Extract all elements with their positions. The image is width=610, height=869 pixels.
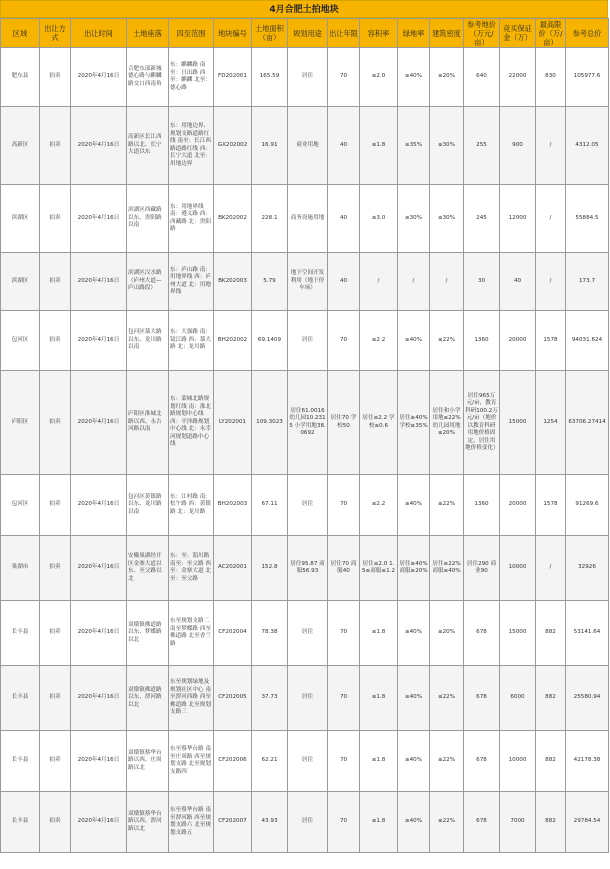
table-row xyxy=(1,475,609,536)
table-cell: 70 xyxy=(328,731,360,792)
table-cell: 55884.5 xyxy=(566,185,609,253)
table-cell: 东至蔡华台路 南至庄周路 西至规划支路 北至规划支路四 xyxy=(169,731,214,792)
table-cell: 居住≤2.2 学校≤0.6 xyxy=(360,371,398,475)
table-cell: ≥40% xyxy=(398,666,430,731)
table-cell: 2020年4月16日 xyxy=(71,185,127,253)
table-cell: 东：用地边界、规划支路道路红线 南至：长江西路道路红线 西：长宁大道 北至：用地边界 xyxy=(169,107,214,185)
table-row xyxy=(1,48,609,107)
table-cell: 70 xyxy=(328,48,360,107)
table-cell: 高新区 xyxy=(1,107,40,185)
table-cell: AC202001 xyxy=(214,536,252,601)
table-cell: 包河区 xyxy=(1,311,40,371)
table-cell: 6000 xyxy=(500,666,536,731)
table-cell: 拍卖 xyxy=(40,253,71,311)
table-cell: ≥40% xyxy=(398,311,430,371)
table-cell: 94031.624 xyxy=(566,311,609,371)
table-body xyxy=(1,48,609,853)
table-cell: 20000 xyxy=(500,311,536,371)
table-cell: 1254 xyxy=(536,371,566,475)
table-cell: 居住61.0016 幼儿园10.2315 小学用地38.0692 xyxy=(288,371,328,475)
table-cell: 40 xyxy=(328,107,360,185)
table-cell: 居住≤22% 商服≤40% xyxy=(430,536,464,601)
table-cell: 40 xyxy=(328,185,360,253)
table-cell: 拍卖 xyxy=(40,475,71,536)
table-cell: 10000 xyxy=(500,536,536,601)
table-cell: ≥40% xyxy=(398,475,430,536)
table-cell: 245 xyxy=(464,185,500,253)
table-cell: 东至蔡华台路 南至淠河路 西至规划支路六 北至规划支路五 xyxy=(169,792,214,853)
table-cell: ≤30% xyxy=(430,107,464,185)
table-cell: CF202004 xyxy=(214,601,252,666)
table-cell: ≤22% xyxy=(430,792,464,853)
table-cell: 29784.54 xyxy=(566,792,609,853)
table-cell: 庐阳区淮城北路以西、永吉河路以南 xyxy=(127,371,169,475)
table-cell: 900 xyxy=(500,107,536,185)
table-cell: 包河区黄镇路以东、龙川路以南 xyxy=(127,475,169,536)
table-cell: / xyxy=(536,536,566,601)
table-cell: 678 xyxy=(464,731,500,792)
table-cell: 678 xyxy=(464,601,500,666)
table-cell: 长丰县 xyxy=(1,666,40,731)
column-header: 四至范围 xyxy=(169,19,214,48)
column-header: 区域 xyxy=(1,19,40,48)
table-cell: 2020年4月16日 xyxy=(71,731,127,792)
table-cell: 拍卖 xyxy=(40,371,71,475)
table-cell: 东：至：湄川路 南至：至父路 西至：金寨大道 北至：至父路 xyxy=(169,536,214,601)
table-cell: 居住 xyxy=(288,601,328,666)
table-cell: 东：用地界线 南：遵义路 西：西藏路 北：贵阳路 xyxy=(169,185,214,253)
table-cell: 2020年4月16日 xyxy=(71,666,127,731)
table-cell: 巢湖市 xyxy=(1,536,40,601)
table-cell: 882 xyxy=(536,731,566,792)
table-row xyxy=(1,792,609,853)
table-cell: 拍卖 xyxy=(40,731,71,792)
table-cell: 70 xyxy=(328,792,360,853)
table-cell: ≤2.2 xyxy=(360,475,398,536)
table-cell: 1360 xyxy=(464,475,500,536)
table-cell: 43.93 xyxy=(252,792,288,853)
table-cell: 包河区 xyxy=(1,475,40,536)
table-cell: ≥40% xyxy=(398,601,430,666)
table-cell: BK202002 xyxy=(214,185,252,253)
table-cell: 70 xyxy=(328,601,360,666)
table-cell: 63706.27414 xyxy=(566,371,609,475)
table-cell: 70 xyxy=(328,311,360,371)
table-cell: ≥30% xyxy=(398,185,430,253)
table-cell: ≤20% xyxy=(430,601,464,666)
table-cell: ≤1.8 xyxy=(360,107,398,185)
table-cell: 67.11 xyxy=(252,475,288,536)
column-header: 参考地价（万元/亩） xyxy=(464,19,500,48)
table-cell: ≤1.8 xyxy=(360,792,398,853)
header-row xyxy=(1,19,609,48)
table-cell: ≥40% xyxy=(398,48,430,107)
table-cell: ≤22% xyxy=(430,475,464,536)
table-cell: ≤1.8 xyxy=(360,601,398,666)
table-cell: 东：麒麟路 南至：日出路 西至：麒麟 北至：德心路 xyxy=(169,48,214,107)
table-cell: 合肥东部新城德心路与麒麟路交口西南角 xyxy=(127,48,169,107)
table-cell: ≤2.0 xyxy=(360,48,398,107)
table-row xyxy=(1,536,609,601)
column-header: 绿地率 xyxy=(398,19,430,48)
table-cell: 69.1409 xyxy=(252,311,288,371)
table-cell: 拍卖 xyxy=(40,311,71,371)
table-cell: 东：庐山路 南：用地界线 西：庐州大道 北：用地界线 xyxy=(169,253,214,311)
table-cell: 双墩镇佛道路以东、梦蝶路以北 xyxy=(127,601,169,666)
table-cell: 肥东县 xyxy=(1,48,40,107)
table-cell: 2020年4月16日 xyxy=(71,601,127,666)
table-cell: LY202001 xyxy=(214,371,252,475)
table-cell: 7000 xyxy=(500,792,536,853)
table-cell: 拍卖 xyxy=(40,185,71,253)
table-cell: 居住 xyxy=(288,311,328,371)
column-header: 土地面积（亩） xyxy=(252,19,288,48)
table-cell: 2020年4月16日 xyxy=(71,311,127,371)
table-cell: 109.3023 xyxy=(252,371,288,475)
table-cell: 882 xyxy=(536,792,566,853)
column-header: 竞买保证金（万） xyxy=(500,19,536,48)
table-cell: 居住和小学用地≤22% 幼儿园用地≤20% xyxy=(430,371,464,475)
table-cell: 70 xyxy=(328,475,360,536)
table-cell: 居住965万元/亩，教育科研100.2万元/亩（地价以教育科研用地价格固定，居住用地价格变化） xyxy=(464,371,500,475)
table-row xyxy=(1,731,609,792)
table-cell: 东：大强路 南：镜江路 西：慕大路 北：龙川路 xyxy=(169,311,214,371)
table-cell: 居住95.87 商服56.93 xyxy=(288,536,328,601)
column-header: 出让方式 xyxy=(40,19,71,48)
land-table xyxy=(0,18,609,853)
table-cell: 105977.6 xyxy=(566,48,609,107)
table-cell: 1360 xyxy=(464,311,500,371)
table-cell: 678 xyxy=(464,792,500,853)
table-cell: 滨湖区西藏路以东、贵阳路以南 xyxy=(127,185,169,253)
table-cell: 东：江村路 南：松午路 西：黄镇路 北：龙川路 xyxy=(169,475,214,536)
column-header: 建筑密度 xyxy=(430,19,464,48)
table-cell: FD202001 xyxy=(214,48,252,107)
table-cell: ≥35% xyxy=(398,107,430,185)
table-cell: / xyxy=(398,253,430,311)
table-cell: 东至规划绿地及规划社区中心 南至淠河西路 西至佛道路 北至规划支路三 xyxy=(169,666,214,731)
table-cell: 42178.38 xyxy=(566,731,609,792)
table-cell: 830 xyxy=(536,48,566,107)
table-cell: 居住 xyxy=(288,48,328,107)
table-cell: ≤20% xyxy=(430,48,464,107)
table-cell: 2020年4月16日 xyxy=(71,475,127,536)
table-cell: 678 xyxy=(464,666,500,731)
table-cell: 91269.6 xyxy=(566,475,609,536)
table-cell: 长丰县 xyxy=(1,601,40,666)
table-cell: 228.1 xyxy=(252,185,288,253)
column-header: 地块编号 xyxy=(214,19,252,48)
table-cell: ≥40% xyxy=(398,792,430,853)
table-cell: 居住≥40% 学校≥35% xyxy=(398,371,430,475)
table-cell: 东：蒙城北路规划红线 南：淮北路规划中心线 西：平泽路规划中心线 北：永幸河规划道路中心线 xyxy=(169,371,214,475)
table-cell: 2020年4月16日 xyxy=(71,371,127,475)
table-cell: 32926 xyxy=(566,536,609,601)
table-cell: 37.73 xyxy=(252,666,288,731)
table-cell: 居住 xyxy=(288,475,328,536)
column-header: 规划用途 xyxy=(288,19,328,48)
table-cell: 长丰县 xyxy=(1,731,40,792)
table-cell: 拍卖 xyxy=(40,792,71,853)
column-header: 参考总价 xyxy=(566,19,609,48)
table-cell: 165.59 xyxy=(252,48,288,107)
table-cell: 居住 xyxy=(288,792,328,853)
table-cell: 滨湖区 xyxy=(1,185,40,253)
table-cell: 40 xyxy=(328,253,360,311)
table-cell: 2020年4月16日 xyxy=(71,792,127,853)
table-cell: 居住70 学校50 xyxy=(328,371,360,475)
table-cell: 70 xyxy=(328,666,360,731)
column-header: 出让年限 xyxy=(328,19,360,48)
table-cell: 双墩镇蔡华台路以西、淠河路以北 xyxy=(127,792,169,853)
table-cell: 173.7 xyxy=(566,253,609,311)
table-cell: 长丰县 xyxy=(1,792,40,853)
table-row xyxy=(1,253,609,311)
table-cell: 2020年4月16日 xyxy=(71,536,127,601)
table-cell: 双墩镇佛道路以东、淠河路以北 xyxy=(127,666,169,731)
table-cell: ≤22% xyxy=(430,311,464,371)
table-cell: ≤2.2 xyxy=(360,311,398,371)
table-cell: 包河区慕大路以东、龙川路以南 xyxy=(127,311,169,371)
table-cell: 高新区长江西路以北、长宁大道以东 xyxy=(127,107,169,185)
table-cell: GX202002 xyxy=(214,107,252,185)
table-cell: 拍卖 xyxy=(40,601,71,666)
table-cell: ≤22% xyxy=(430,666,464,731)
table-cell: BH202002 xyxy=(214,311,252,371)
table-cell: 拍卖 xyxy=(40,107,71,185)
table-cell: 庐阳区 xyxy=(1,371,40,475)
table-cell: 居住 xyxy=(288,666,328,731)
table-cell: 2020年4月16日 xyxy=(71,253,127,311)
table-cell: ≤1.8 xyxy=(360,666,398,731)
table-cell: / xyxy=(536,107,566,185)
table-cell: ≤3.0 xyxy=(360,185,398,253)
table-row xyxy=(1,185,609,253)
table-cell: 255 xyxy=(464,107,500,185)
table-row xyxy=(1,601,609,666)
table-cell: 拍卖 xyxy=(40,48,71,107)
table-row xyxy=(1,311,609,371)
table-cell: / xyxy=(360,253,398,311)
table-row xyxy=(1,371,609,475)
table-cell: CF202007 xyxy=(214,792,252,853)
table-cell: 居住≤2.0 1.5≤商服≤1.2 xyxy=(360,536,398,601)
table-cell: / xyxy=(536,253,566,311)
table-cell: 15000 xyxy=(500,601,536,666)
table-cell: 40 xyxy=(500,253,536,311)
table-cell: ≤1.8 xyxy=(360,731,398,792)
table-cell: 2020年4月16日 xyxy=(71,107,127,185)
table-cell: 双墩镇蔡华台路以西、庄周路以北 xyxy=(127,731,169,792)
table-cell: 居住≥40% 商服≥20% xyxy=(398,536,430,601)
table-cell: 安徽巢湖经开区金寨大道以东、至父路以北 xyxy=(127,536,169,601)
table-cell: 15000 xyxy=(500,371,536,475)
table-cell: 16.91 xyxy=(252,107,288,185)
table-cell: 22000 xyxy=(500,48,536,107)
table-cell: CF202005 xyxy=(214,666,252,731)
table-cell: 62.21 xyxy=(252,731,288,792)
table-cell: 居住70 商服40 xyxy=(328,536,360,601)
table-cell: BK202003 xyxy=(214,253,252,311)
table-cell: 78.38 xyxy=(252,601,288,666)
table-cell: ≤22% xyxy=(430,731,464,792)
table-cell: 拍卖 xyxy=(40,666,71,731)
table-cell: 640 xyxy=(464,48,500,107)
table-cell: 5.79 xyxy=(252,253,288,311)
table-cell: / xyxy=(536,185,566,253)
table-cell: 滨湖区汉水路（庐州大道—庐山路段） xyxy=(127,253,169,311)
table-cell: 商业用地 xyxy=(288,107,328,185)
table-cell: 滨湖区 xyxy=(1,253,40,311)
table-cell: ≥40% xyxy=(398,731,430,792)
column-header: 容积率 xyxy=(360,19,398,48)
table-cell: 地下空间开发利用（地下停车场） xyxy=(288,253,328,311)
table-cell: 4312.05 xyxy=(566,107,609,185)
table-row xyxy=(1,107,609,185)
column-header: 出让时间 xyxy=(71,19,127,48)
table-cell: 20000 xyxy=(500,475,536,536)
table-cell: 152.8 xyxy=(252,536,288,601)
table-cell: ≤30% xyxy=(430,185,464,253)
table-cell: / xyxy=(430,253,464,311)
table-cell: 30 xyxy=(464,253,500,311)
table-cell: 882 xyxy=(536,601,566,666)
table-row xyxy=(1,666,609,731)
table-cell: 12000 xyxy=(500,185,536,253)
sheet-title: 4月合肥土拍地块 xyxy=(0,0,608,18)
table-cell: 882 xyxy=(536,666,566,731)
table-cell: 居住 xyxy=(288,731,328,792)
table-cell: BH202003 xyxy=(214,475,252,536)
table-cell: 商务设施用地 xyxy=(288,185,328,253)
table-cell: 东至规划支路二 南至梦蝶路 西至佛道路 北至香兰路 xyxy=(169,601,214,666)
table-cell: 2020年4月16日 xyxy=(71,48,127,107)
table-cell: 1578 xyxy=(536,311,566,371)
table-cell: 53141.64 xyxy=(566,601,609,666)
column-header: 土地座落 xyxy=(127,19,169,48)
table-cell: 1578 xyxy=(536,475,566,536)
table-cell: 25580.94 xyxy=(566,666,609,731)
column-header: 最高限价（万/亩） xyxy=(536,19,566,48)
table-cell: 10000 xyxy=(500,731,536,792)
table-cell: 拍卖 xyxy=(40,536,71,601)
table-cell: CF202006 xyxy=(214,731,252,792)
table-cell: 居住290 商业90 xyxy=(464,536,500,601)
